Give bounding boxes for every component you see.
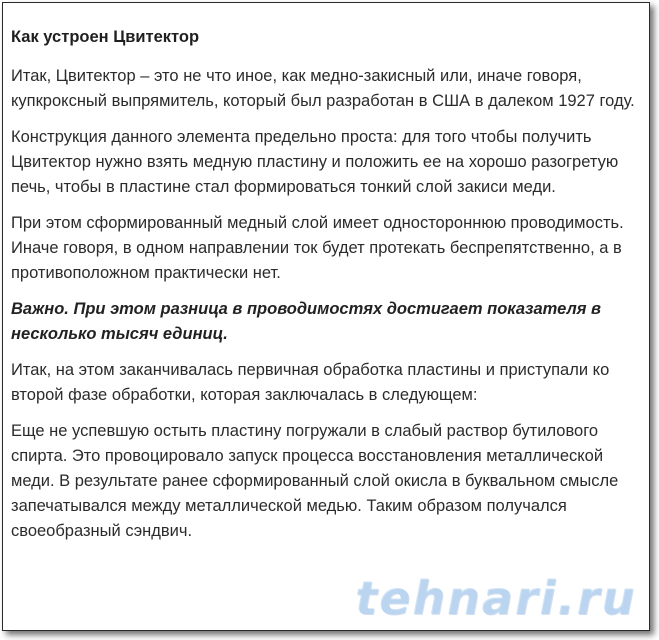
site-watermark: tehnari.ru — [355, 571, 637, 625]
article-frame — [2, 2, 650, 631]
paragraph-conductivity: При этом сформированный медный слой имеет одностороннюю проводимость. Иначе говоря, в одном направлении ток будет протекать беспрепятственно, а в противоположном практически нет. — [11, 214, 624, 282]
article-heading: Как устроен Цвитектор — [11, 28, 200, 46]
paragraph-important-note: Важно. При этом разница в проводимостях достигает показателя в несколько тысяч единиц. — [11, 300, 601, 343]
paragraph-second-phase: Итак, на этом заканчивалась первичная обработка пластины и приступали ко второй фазе обработки, которая заключалась в следующем: — [11, 361, 610, 404]
paragraph-intro: Итак, Цвитектор – это не что иное, как медно-закисный или, иначе говоря, купкроксный выпрямитель, который был разработан в США в далеком 1927 году. — [11, 67, 635, 110]
article-content — [11, 25, 641, 555]
paragraph-sandwich: Еще не успевшую остыть пластину погружали в слабый раствор бутилового спирта. Это провоцировало запуск процесса восстановления металлической меди. В результате ранее сформированный слой окисла в буквальном смысле запечатывался между металлической медью. Таким образом получался своеобразный сэндвич. — [11, 422, 619, 540]
paragraph-construction: Конструкция данного элемента предельно проста: для того чтобы получить Цвитектор нужно взять медную пластину и положить ее на хорошо разогретую печь, чтобы в пластине стал формироваться тонкий слой закиси меди. — [11, 128, 619, 196]
